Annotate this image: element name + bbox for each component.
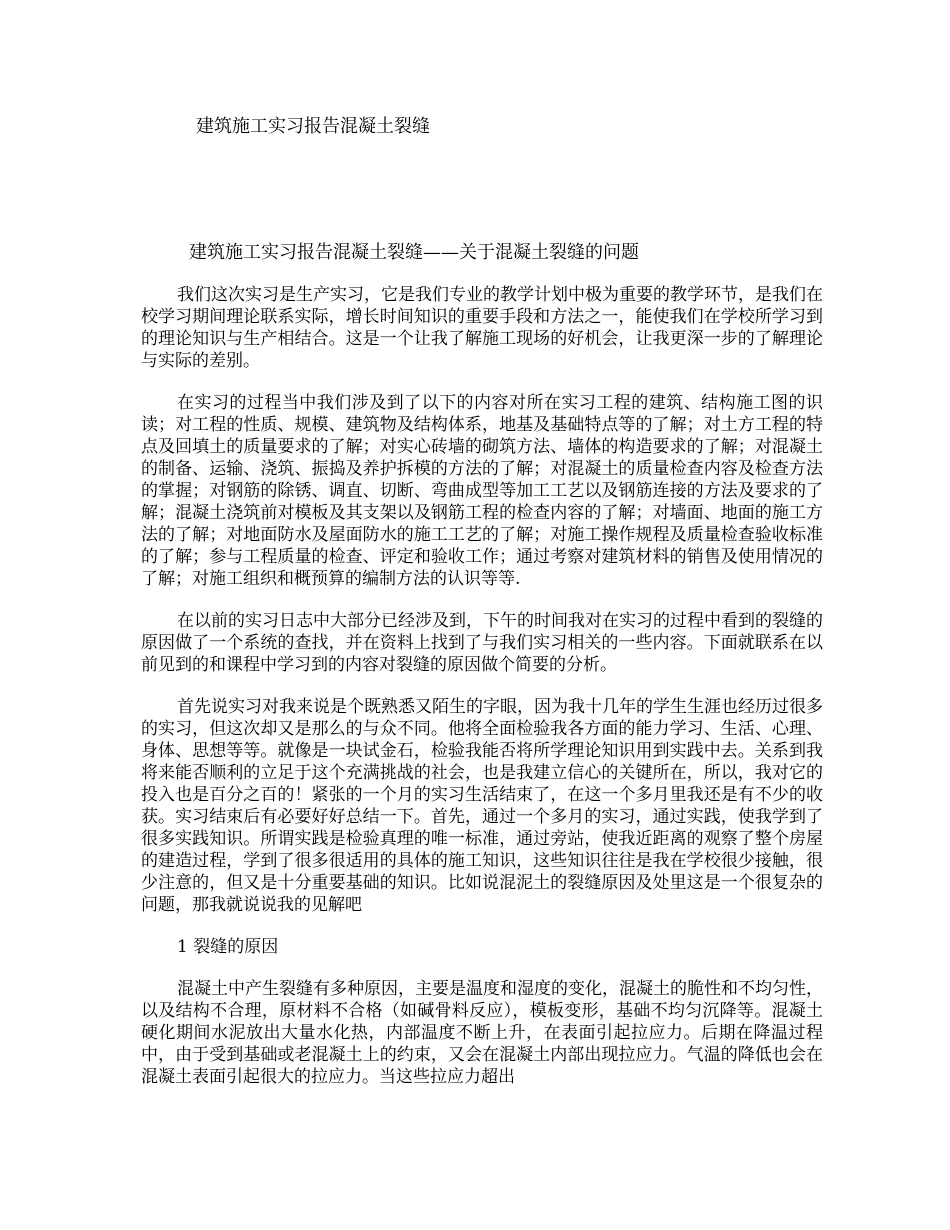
paragraph-content-list: 在实习的过程当中我们涉及到了以下的内容对所在实习工程的建筑、结构施工图的识读；对工程的性质、规模、建筑物及结构体系，地基及基础特点等的了解；对土方工程的特点及回填土的质量要求的了解；对实心砖墙的砌筑方法、墙体的构造要求的了解；对混凝土的制备、运输、浇筑、振捣及养护拆模的方法的了解；对混凝土的质量检查内容及检查方法的掌握；对钢筋的除锈、调直、切断、弯曲成型等加工工艺以及钢筋连接的方法及要求的了解；混凝土浇筑前对模板及其支架以及钢筋工程的检查内容的了解；对墙面、地面的施工方法的了解；对地面防水及屋面防水的施工工艺的了解；对施工操作规程及质量检查验收标准的了解；参与工程质量的检查、评定和验收工作；通过考察对建筑材料的销售及使用情况的了解；对施工组织和概预算的编制方法的认识等等. bbox=[141, 393, 823, 589]
document-subtitle: 建筑施工实习报告混凝土裂缝——关于混凝土裂缝的问题 bbox=[189, 242, 639, 263]
paragraph-reflection: 首先说实习对我来说是个既熟悉又陌生的字眼，因为我十几年的学生生涯也经历过很多的实习，但这次却又是那么的与众不同。他将全面检验我各方面的能力学习、生活、心理、身体、思想等等。就像是一块试金石，检验我能否将所学理论知识用到实践中去。关系到我将来能否顺利的立足于这个充满挑战的社会，也是我建立信心的关键所在，所以，我对它的投入也是百分之百的！紧张的一个月的实习生活结束了，在这一个多月里我还是有不少的收获。实习结束后有必要好好总结一下。首先，通过一个多月的实习，通过实践，使我学到了很多实践知识。所谓实践是检验真理的唯一标准，通过旁站，使我近距离的观察了整个房屋的建造过程，学到了很多很适用的具体的施工知识，这些知识往往是我在学校很少接触，很少注意的，但又是十分重要基础的知识。比如说混泥土的裂缝原因及处里这是一个很复杂的问题，那我就说说我的见解吧 bbox=[141, 697, 823, 915]
paragraph-crack-causes: 混凝土中产生裂缝有多种原因，主要是温度和湿度的变化，混凝土的脆性和不均匀性，以及结构不合理，原材料不合格（如碱骨料反应），模板变形，基础不均匀沉降等。混凝土硬化期间水泥放出大量水化热，内部温度不断上升，在表面引起拉应力。后期在降温过程中，由于受到基础或老混凝土上的约束，又会在混凝土内部出现拉应力。气温的降低也会在混凝土表面引起很大的拉应力。当这些拉应力超出 bbox=[141, 979, 823, 1087]
section-heading: 1 裂缝的原因 bbox=[177, 937, 279, 957]
paragraph-intro: 我们这次实习是生产实习，它是我们专业的教学计划中极为重要的教学环节，是我们在校学习期间理论联系实际，增长时间知识的重要手段和方法之一，能使我们在学校所学习到的理论知识与生产相结合。这是一个让我了解施工现场的好机会，让我更深一步的了解理论与实际的差别。 bbox=[141, 285, 823, 371]
paragraph-crack-research: 在以前的实习日志中大部分已经涉及到，下午的时间我对在实习的过程中看到的裂缝的原因做了一个系统的查找，并在资料上找到了与我们实习相关的一些内容。下面就联系在以前见到的和课程中学习到的内容对裂缝的原因做个简要的分析。 bbox=[141, 611, 823, 675]
document-title: 建筑施工实习报告混凝土裂缝 bbox=[196, 116, 430, 137]
document-body bbox=[141, 284, 823, 1108]
